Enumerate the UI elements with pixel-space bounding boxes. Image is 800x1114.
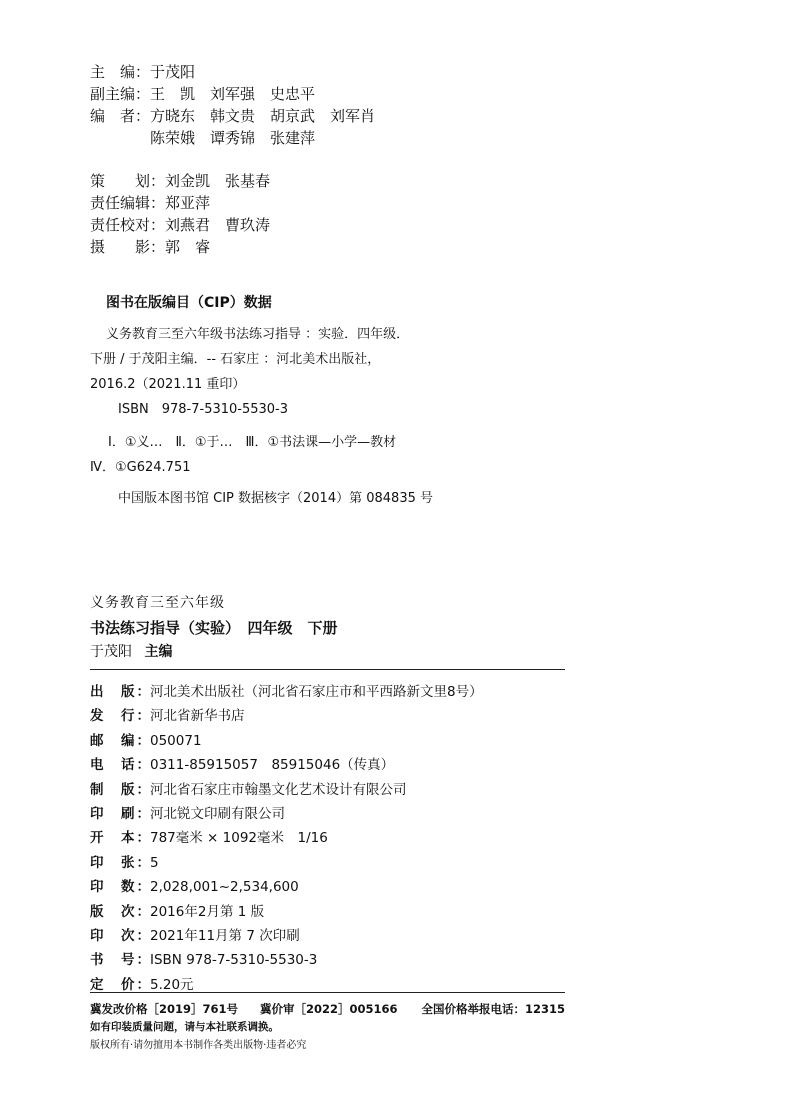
- pub-label: 书 号：: [90, 952, 150, 969]
- staff-row: [90, 83, 375, 105]
- pub-row: [90, 875, 483, 899]
- pub-row: [90, 802, 483, 826]
- pub-label: 印 数：: [90, 879, 150, 896]
- price-approval-2: 冀价审［2022］005166: [260, 1002, 398, 1016]
- staff-row: [90, 170, 270, 192]
- pub-value: 5.20元: [150, 976, 194, 993]
- staff-value: 于茂阳: [150, 63, 196, 81]
- pub-value: 2021年11月第 7 次印刷: [150, 928, 300, 945]
- cip-block: [90, 322, 433, 511]
- staff-row: [90, 127, 375, 149]
- production-staff: [90, 170, 270, 258]
- pub-value: 5: [150, 854, 159, 871]
- pub-row: [90, 924, 483, 948]
- chief-editor-name: 于茂阳: [90, 644, 132, 660]
- pub-value: 河北省石家庄市翰墨文化艺术设计有限公司: [150, 781, 407, 798]
- series-title: 义务教育三至六年级: [90, 595, 225, 611]
- pub-value: ISBN 978-7-5310-5530-3: [150, 952, 318, 969]
- pub-value: 787毫米 × 1092毫米 1/16: [150, 830, 328, 847]
- pub-label: 出 版：: [90, 684, 150, 700]
- editorial-staff: [90, 61, 375, 149]
- pub-label: 版 次：: [90, 903, 150, 920]
- pub-value: 2016年2月第 1 版: [150, 903, 265, 920]
- pub-label: 开 本：: [90, 830, 150, 847]
- cip-line: 下册 / 于茂阳主编．-- 石家庄 ：河北美术出版社，: [90, 352, 381, 367]
- pub-label: 定 价：: [90, 976, 150, 993]
- pub-row: [90, 826, 483, 850]
- pub-label: 邮 编：: [90, 732, 150, 749]
- pub-row: [90, 900, 483, 924]
- staff-label: 责任编辑：: [90, 194, 166, 212]
- staff-value: 刘燕君 曹玖涛: [165, 216, 271, 234]
- cip-line: Ⅰ．①义… Ⅱ．①于… Ⅲ．①书法课—小学—教材: [108, 435, 397, 450]
- chief-editor-role: 主编: [144, 644, 173, 660]
- staff-label: 编 者：: [90, 107, 151, 125]
- report-hotline: 全国价格举报电话：12315: [421, 1002, 565, 1016]
- pub-value: 2,028,001~2,534,600: [150, 879, 299, 896]
- pub-value: 050071: [150, 732, 202, 749]
- quality-notice: 如有印装质量问题，请与本社联系调换。: [90, 1021, 279, 1033]
- staff-value: 郑亚萍: [165, 194, 211, 212]
- staff-label: 摄 影：: [90, 238, 166, 256]
- cip-line: 2016.2（2021.11 重印）: [90, 377, 246, 392]
- pub-label: 发 行：: [90, 708, 150, 725]
- price-approval-1: 冀发改价格［2019］761号: [90, 1002, 239, 1016]
- staff-value: 陈荣娥 谭秀锦 张建萍: [150, 129, 316, 147]
- cip-line: 义务教育三至六年级书法练习指导 ：实验．四年级．: [106, 327, 410, 342]
- pub-row: [90, 778, 483, 802]
- pub-row: [90, 680, 483, 704]
- book-title: 书法练习指导（实验） 四年级 下册: [90, 619, 338, 637]
- price-footer: [90, 1001, 565, 1017]
- staff-label: 责任校对：: [90, 216, 166, 234]
- pub-row: [90, 704, 483, 728]
- cip-title: 图书在版编目（CIP）数据: [106, 295, 272, 311]
- pub-label: 电 话：: [90, 757, 150, 774]
- cip-line: Ⅳ．①G624.751: [90, 460, 191, 475]
- copyright-notice: 版权所有·请勿擅用本书制作各类出版物·违者必究: [90, 1040, 307, 1051]
- chief-editor-line: [90, 641, 172, 661]
- staff-label: 副主编：: [90, 85, 151, 103]
- divider: [90, 669, 565, 670]
- pub-row: [90, 973, 483, 997]
- staff-value: 刘金凯 张基春: [165, 172, 271, 190]
- pub-label: 制 版：: [90, 781, 150, 798]
- staff-row: [90, 105, 375, 127]
- staff-row: [90, 214, 270, 236]
- pub-value: 河北美术出版社（河北省石家庄市和平西路新文里8号）: [150, 684, 483, 700]
- pub-row: [90, 948, 483, 972]
- staff-row: [90, 61, 375, 83]
- publication-details: [90, 680, 483, 997]
- pub-row: [90, 753, 483, 777]
- staff-value: 郭 睿: [165, 238, 211, 256]
- staff-value: 王 凯 刘军强 史忠平: [150, 85, 316, 103]
- staff-value: 方晓东 韩文贵 胡京武 刘军肖: [150, 107, 376, 125]
- divider: [90, 992, 565, 993]
- pub-value: 河北锐文印刷有限公司: [150, 806, 285, 823]
- cip-line: ISBN 978-7-5310-5530-3: [118, 402, 289, 417]
- pub-row: [90, 851, 483, 875]
- pub-label: 印 张：: [90, 854, 150, 871]
- cip-line: 中国版本图书馆 CIP 数据核字（2014）第 084835 号: [118, 491, 433, 506]
- pub-value: 0311-85915057 85915046（传真）: [150, 757, 395, 774]
- pub-row: [90, 729, 483, 753]
- staff-row: [90, 236, 270, 258]
- pub-label: 印 刷：: [90, 806, 150, 823]
- pub-value: 河北省新华书店: [150, 708, 245, 725]
- staff-label: 策 划：: [90, 172, 166, 190]
- staff-label: 主 编：: [90, 63, 151, 81]
- pub-label: 印 次：: [90, 928, 150, 945]
- staff-row: [90, 192, 270, 214]
